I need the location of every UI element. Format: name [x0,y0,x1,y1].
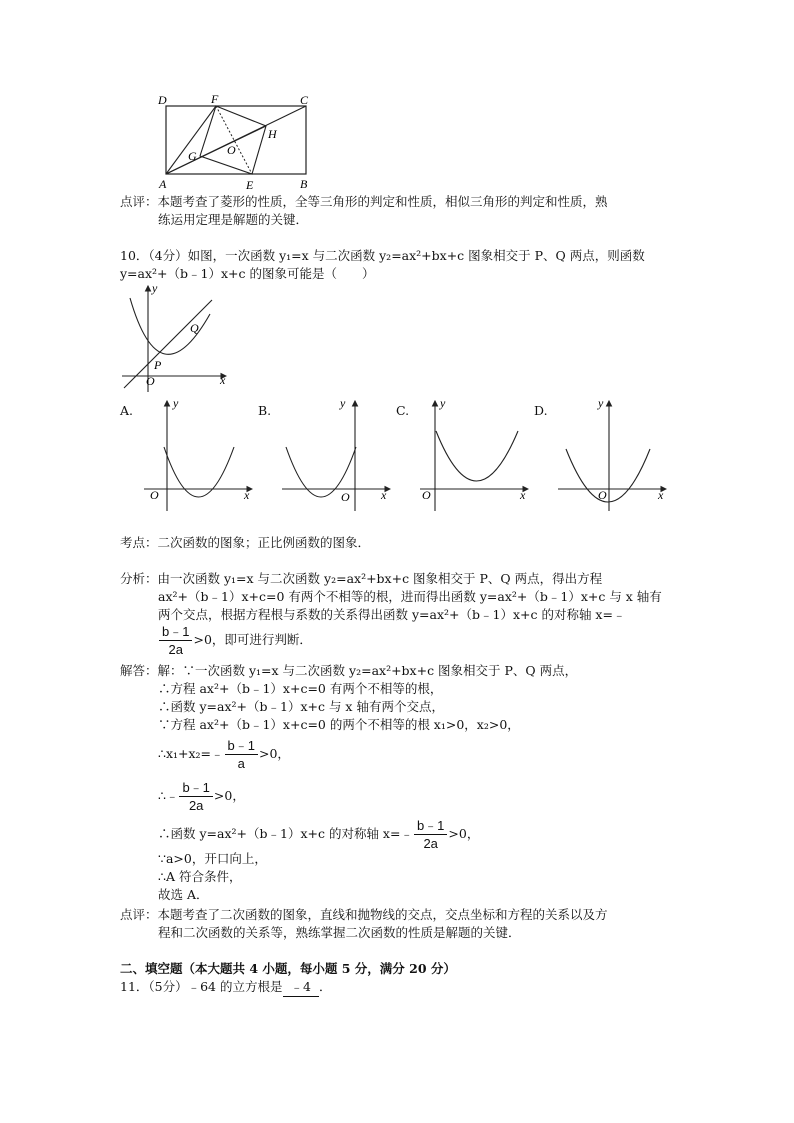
q10-line2: y=ax²+（b﹣1）x+c 的图象可能是（ ） [120,266,375,281]
q10-main-x: x [220,373,226,387]
fenxi-line3: 两个交点，根据方程根与系数的关系得出函数 y=ax²+（b﹣1）x+c 的对称轴 x=﹣ [158,607,626,622]
q11: 11．（5分）﹣64 的立方根是 ﹣4 ． [120,978,331,997]
jieda-line2: ∴方程 ax²+（b﹣1）x+c=0 有两个不相等的根， [158,681,443,696]
option-c-letter: C. [396,403,410,418]
option-c-O: O [422,488,431,502]
q10-line1: 10．（4分）如图，一次函数 y₁=x 与二次函数 y₂=ax²+bx+c 图象相交于 P、Q 两点，则函数 [120,248,645,263]
comment10-line2: 程和二次函数的关系等，熟练掌握二次函数的性质是解题的关键． [158,925,521,940]
option-b-letter: B. [258,403,272,418]
option-d-y: y [598,396,604,410]
comment9-line2: 练运用定理是解题的关键． [158,212,309,227]
option-b-graph [278,395,398,515]
jieda-line9: ∴A 符合条件， [158,869,242,884]
q11-answer: ﹣4 [283,978,319,997]
section-title: 二、填空题（本大题共 4 小题，每小题 5 分，满分 20 分） [120,961,456,976]
fenxi-line1: 分析：由一次函数 y₁=x 与二次函数 y₂=ax²+bx+c 图象相交于 P、Q 两点，得出方程 [120,571,603,586]
option-b-O: O [341,490,350,504]
option-d-letter: D. [534,403,548,418]
comment9-line1: 点评：本题考查了菱形的性质，全等三角形的判定和性质，相似三角形的判定和性质，熟 [120,194,608,209]
q10-main-graph [112,280,237,395]
option-a-O: O [150,488,159,502]
jieda-line4: ∵方程 ax²+（b﹣1）x+c=0 的两个不相等的根 x₁>0，x₂>0， [158,717,520,732]
option-d-graph [554,395,674,515]
q10-main-P: P [154,358,162,372]
option-d-O: O [598,488,607,502]
jieda-line5: ∴x₁+x₂=﹣ $\frac{b﹣1}{a}$ >0， [158,738,290,771]
option-a-letter: A. [120,403,134,418]
label-F: F [211,92,219,106]
jieda-fraction-3: $\frac{b﹣1}{2a}$ [414,818,447,851]
option-b-y: y [340,396,346,410]
option-c-x: x [520,488,526,502]
jieda-line3: ∴函数 y=ax²+（b﹣1）x+c 与 x 轴有两个交点， [158,699,444,714]
q10-main-Q: Q [190,321,199,335]
jieda-line7: ∴函数 y=ax²+（b﹣1）x+c 的对称轴 x=﹣ $\frac{b﹣1}{2a}$ >0， [158,818,480,851]
fenxi-line4: $\frac{b﹣1}{2a}$ >0，即可进行判断． [158,624,312,657]
jieda-line10: 故选 A． [158,887,209,902]
rectangle-rhombus-figure [150,90,320,195]
option-a-y: y [173,396,179,410]
kaodian: 考点：二次函数的图象；正比例函数的图象． [120,535,371,550]
q10-main-y: y [152,281,158,295]
label-B: B [300,177,308,191]
fenxi-line2: ax²+（b﹣1）x+c=0 有两个不相等的根，进而得出函数 y=ax²+（b﹣1）x+c 与 x 轴有 [158,589,662,604]
jieda-line6: ∴﹣ $\frac{b﹣1}{2a}$ >0， [158,780,245,813]
option-c-y: y [440,396,446,410]
option-a-graph [140,395,260,515]
label-D: D [158,93,167,107]
jieda-fraction-1: $\frac{b﹣1}{a}$ [225,738,258,771]
comment10-line1: 点评：本题考查了二次函数的图象，直线和抛物线的交点，交点坐标和方程的关系以及方 [120,907,608,922]
jieda-fraction-2: $\frac{b﹣1}{2a}$ [179,780,212,813]
fenxi-fraction: $\frac{b﹣1}{2a}$ [159,624,192,657]
label-O: O [227,143,236,157]
option-a-x: x [244,488,250,502]
option-c-graph [416,395,536,515]
label-G: G [188,149,197,163]
option-b-x: x [381,488,387,502]
label-H: H [268,127,277,141]
jieda-line1: 解答：解：∵一次函数 y₁=x 与二次函数 y₂=ax²+bx+c 图象相交于 P、Q 两点， [120,663,578,678]
label-A: A [159,177,167,191]
label-C: C [300,93,309,107]
jieda-line8: ∵a>0，开口向上， [158,851,267,866]
label-E: E [246,178,254,192]
q10-main-O: O [146,374,155,388]
option-d-x: x [658,488,664,502]
